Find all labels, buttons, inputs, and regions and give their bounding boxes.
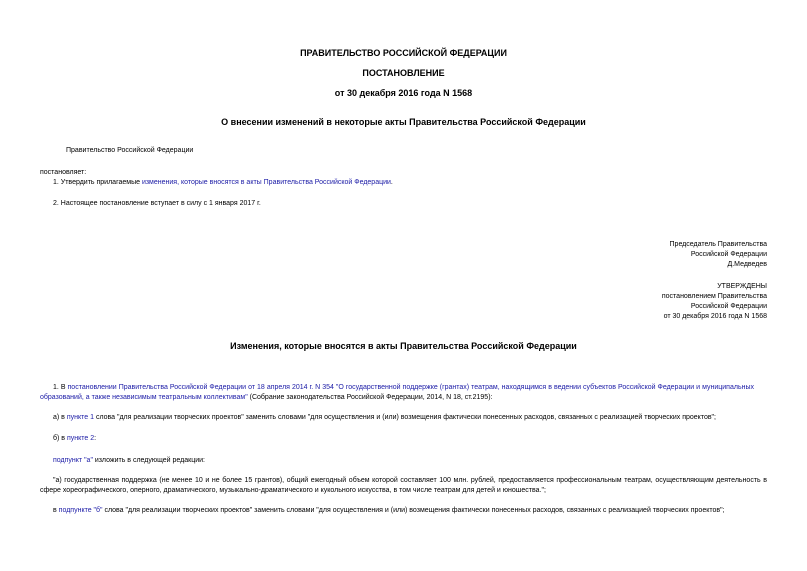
subclause-a-instruction	[53, 456, 205, 466]
subclause-b-suffix: слова "для реализации творческих проектов" заменить словами "для осуществления и (или) возмещения фактически понесенных расходов, связанных с реализацией творческих проектов";	[102, 507, 725, 514]
signature-name: Д.Медведев	[727, 261, 767, 268]
signature-country: Российской Федерации	[690, 251, 767, 258]
item-2: 2. Настоящее постановление вступает в силу с 1 января 2017 г.	[53, 200, 261, 207]
document-title: О внесении изменений в некоторые акты Правительства Российской Федерации	[221, 117, 586, 127]
item-1-suffix: .	[390, 179, 393, 186]
quoted-replacement-text: "а) государственная поддержка (не менее 10 и не более 15 грантов), общий ежегодный объем которой составляет 100 млн. рублей, предоставляется профессиональным театрам, осуществляющим деятельность в сфере хореографического, оперного, драматического, музыкально-драматического и кукольного искусства, в том числе театрам для детей и юношества.";	[40, 477, 767, 494]
subitem-b	[53, 434, 96, 444]
approval-date: от 30 декабря 2016 года N 1568	[663, 313, 767, 320]
signature-position: Председатель Правительства	[669, 241, 767, 248]
clause-2-link[interactable]: пункте 2	[66, 435, 95, 442]
document-date-number: от 30 декабря 2016 года N 1568	[334, 88, 473, 98]
subitem-a	[53, 413, 716, 423]
subclause-a-suffix: изложить в следующей редакции:	[92, 457, 205, 464]
clause-1-link[interactable]: пункте 1	[66, 414, 94, 421]
approval-country: Российской Федерации	[690, 303, 767, 310]
preamble-text: Правительство Российской Федерации	[66, 147, 194, 154]
subitem-a-suffix: слова "для реализации творческих проектов" заменить словами "для осуществления и (или) возмещения фактически понесенных расходов, связанных с реализацией творческих проектов";	[94, 414, 716, 421]
changes-title: Изменения, которые вносятся в акты Правительства Российской Федерации	[230, 341, 577, 351]
subclause-b-instruction	[53, 506, 725, 516]
approval-resolution: постановлением Правительства	[661, 293, 767, 300]
subclause-b-prefix: в	[53, 507, 59, 514]
subitem-a-prefix: а) в	[53, 414, 67, 421]
changes-link[interactable]: изменения, которые вносятся в акты Правительства Российской Федерации	[141, 179, 391, 186]
government-heading: ПРАВИТЕЛЬСТВО РОССИЙСКОЙ ФЕДЕРАЦИИ	[300, 48, 507, 58]
item-1	[53, 178, 393, 188]
subclause-a-link[interactable]: подпункт "а"	[53, 457, 93, 464]
paragraph-1-number: 1. В	[53, 384, 68, 391]
paragraph-1-suffix: (Собрание законодательства Российской Федерации, 2014, N 18, ст.2195):	[247, 394, 493, 401]
approval-stamp: УТВЕРЖДЕНЫ	[717, 283, 767, 290]
subclause-b-link[interactable]: подпункте "б"	[58, 507, 103, 514]
document-type-heading: ПОСТАНОВЛЕНИЕ	[362, 68, 445, 78]
subitem-b-suffix: :	[94, 435, 97, 442]
item-1-prefix: 1. Утвердить прилагаемые	[53, 179, 142, 186]
subitem-b-prefix: б) в	[53, 435, 67, 442]
decrees-text: постановляет:	[40, 169, 87, 176]
changes-paragraph-1	[40, 383, 754, 403]
resolution-354-link[interactable]: постановлении Правительства Российской Федерации от 18 апреля 2014 г. N 354 "О государственной поддержке (грантах) театрам, находящимся в ведении субъектов Российской Федерации и муниципальных образований, а также независимым театральным коллективам"	[40, 384, 754, 401]
